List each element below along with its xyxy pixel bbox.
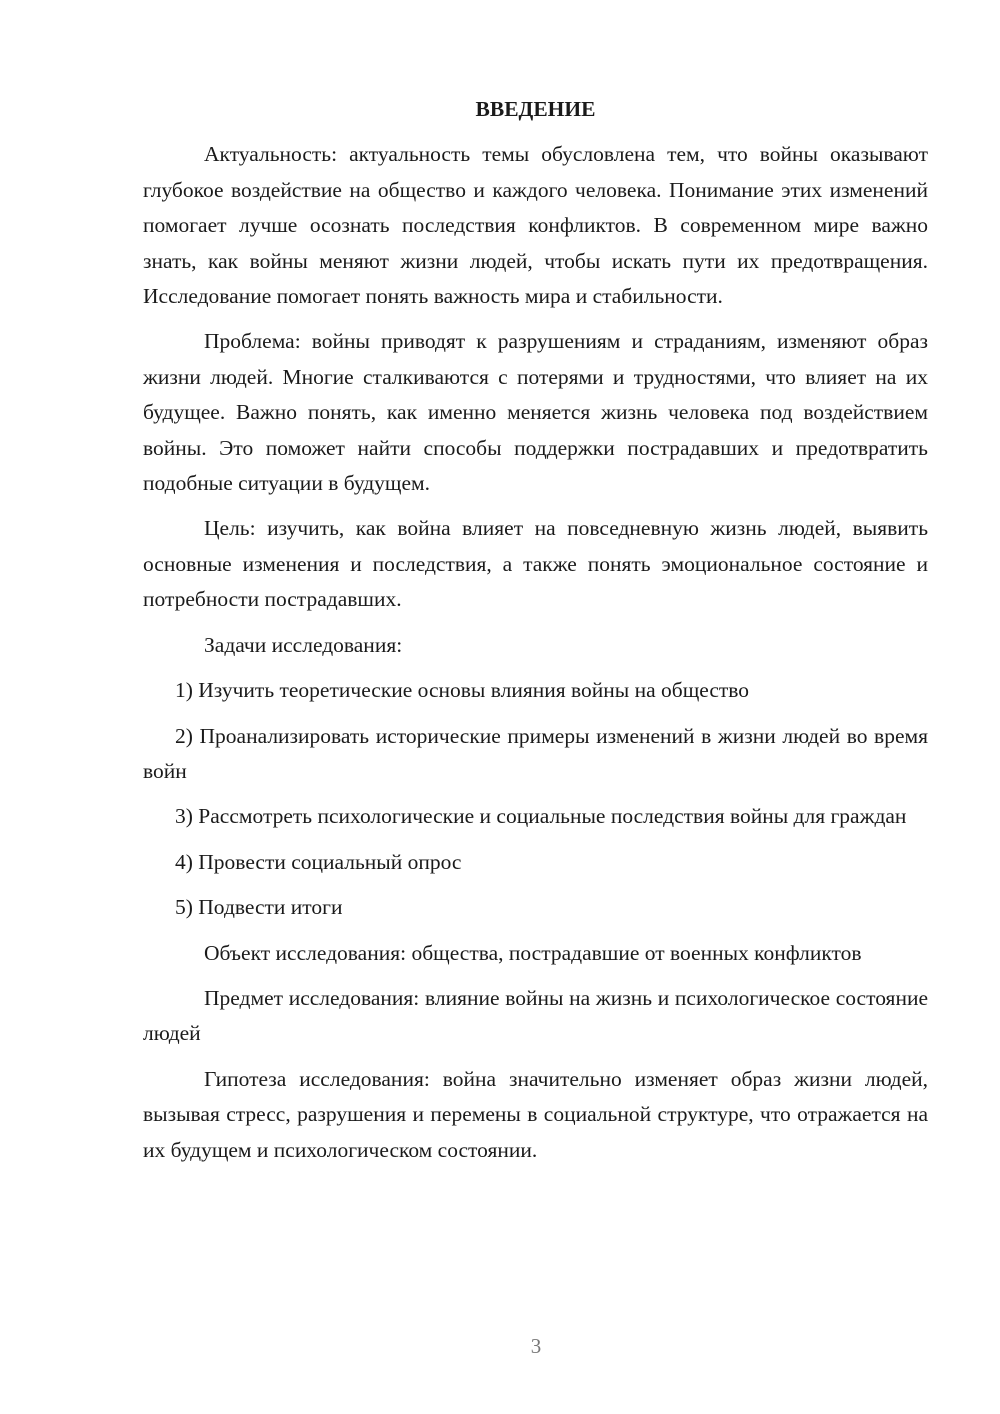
task-item: 3) Рассмотреть психологические и социальные последствия войны для граждан: [175, 804, 907, 829]
task-item: 5) Подвести итоги: [175, 895, 343, 920]
tasks-list: [143, 673, 928, 925]
task-item: 1) Изучить теоретические основы влияния войны на общество: [175, 678, 750, 703]
relevance-paragraph: Актуальность: актуальность темы обусловлена тем, что войны оказывают глубокое воздействие на общество и каждого человека. Понимание этих изменений помогает лучше осознать последствия конфликтов. В современном мире важно знать, как войны меняют жизни людей, чтобы искать пути их предотвращения. Исследование помогает понять важность мира и стабильности.: [143, 142, 928, 309]
subject-paragraph: Предмет исследования: влияние войны на жизнь и психологическое состояние людей: [143, 985, 928, 1046]
problem-paragraph: Проблема: войны приводят к разрушениям и страданиям, изменяют образ жизни людей. Многие сталкиваются с потерями и трудностями, что влияет на их будущее. Важно понять, как именно меняется жизнь человека под воздействием войны. Это поможет найти способы поддержки пострадавших и предотвратить подобные ситуации в будущем.: [143, 329, 928, 496]
task-item: 4) Провести социальный опрос: [175, 849, 462, 874]
tasks-heading: Задачи исследования:: [204, 632, 403, 657]
page-body: [143, 92, 928, 1178]
section-title: ВВЕДЕНИЕ: [475, 97, 596, 121]
page-number: 3: [530, 1334, 542, 1358]
task-item: 2) Проанализировать исторические примеры изменений в жизни людей во время войн: [143, 723, 928, 783]
object-paragraph: Объект исследования: общества, пострадавшие от военных конфликтов: [204, 940, 862, 965]
goal-paragraph: Цель: изучить, как война влияет на повседневную жизнь людей, выявить основные изменения и последствия, а также понять эмоциональное состояние и потребности пострадавших.: [143, 516, 928, 612]
hypothesis-paragraph: Гипотеза исследования: война значительно изменяет образ жизни людей, вызывая стресс, разрушения и перемены в социальной структуре, что отражается на их будущем и психологическом состоянии.: [143, 1066, 928, 1162]
